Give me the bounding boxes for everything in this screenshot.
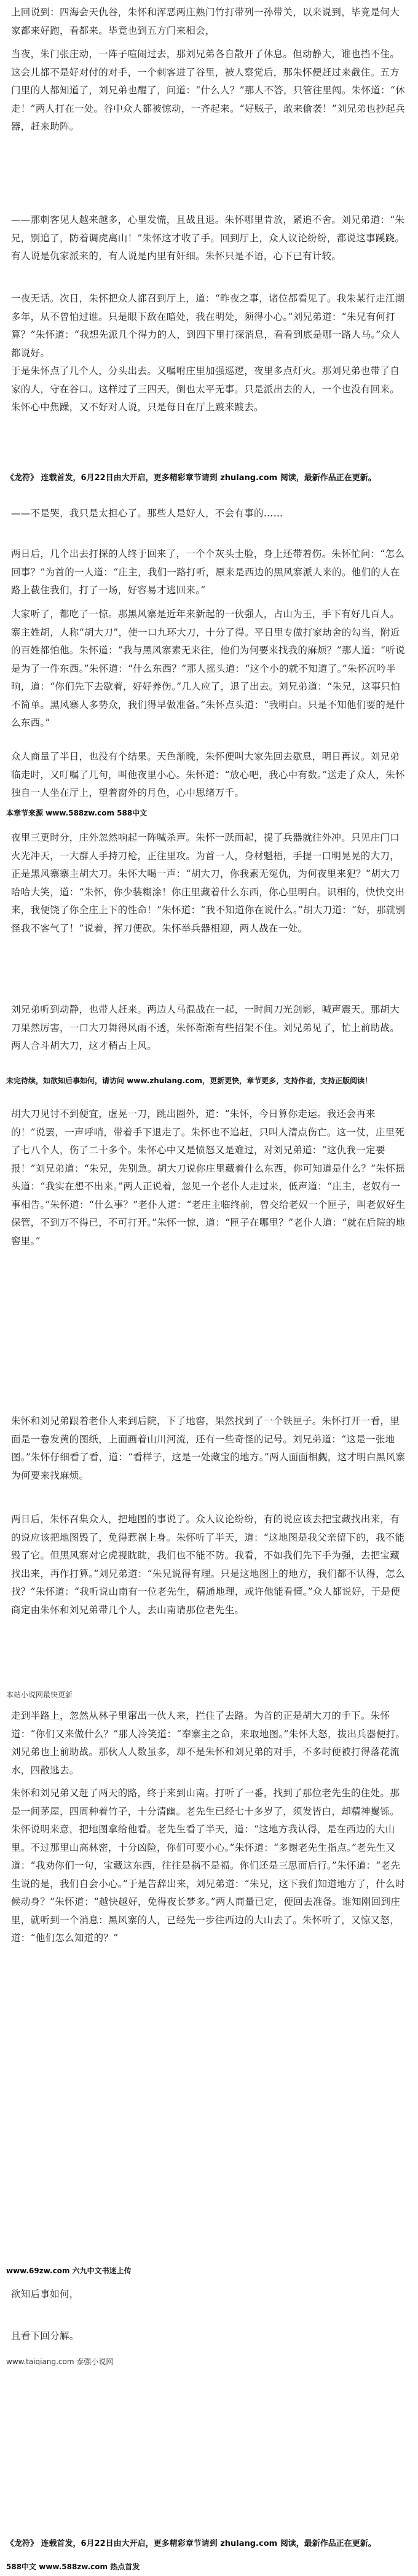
promo-banner: 《龙符》 连载首发，6月22日由大开启，更多精彩章节请到 zhulang.com 阅读，最新作品正在更新。: [6, 473, 376, 483]
text-paragraph: 当夜，朱门张庄动，一阵子喧闹过去，那刘兄弟各自散开了休息。但动静大，谁也挡不住。这会儿都不是好对付的对手，一个刺客进了谷里，被人察觉后，那朱怀便赶过来截住。五方门里的人都知道了，刘兄弟也醒了，问道：“什么人？”那人不答，只管往里闯。朱怀道：“休走！”两人打在一处。谷中众人都被惊动，一齐起来。“好贼子，敢来偷袭！”刘兄弟也抄起兵器，赶来助阵。: [11, 49, 405, 132]
text-paragraph: 两日后，几个出去打探的人终于回来了，一个个灰头土脸，身上还带着伤。朱怀忙问：“怎么回事？”为首的一人道：“庄主，我们一路打听，原来是西边的黑风寨派人来的。他们的人在路上截住我们，打了一场，好容易才逃回来。”: [11, 548, 405, 596]
text-paragraph: 一夜无话。次日，朱怀把众人都召到厅上，道：“昨夜之事，诸位都看见了。我朱某行走江湖多年，从不曾怕过谁。只是眼下敌在暗处，我在明处，须得小心。”刘兄弟道：“朱兄有何打算？”朱怀道：“我想先派几个得力的人，到四下里打探消息，看看到底是哪一路人马。”众人都说好。: [11, 293, 405, 359]
watermark-text: 本章节来源 www.588zw.com 588中文: [6, 809, 148, 817]
watermark-text: www.69zw.com 六九中文书迷上传: [6, 2267, 132, 2275]
text-paragraph: 朱怀和刘兄弟跟着老仆人来到后院，下了地窖，果然找到了一个铁匣子。朱怀打开一看，里面是一卷发黄的图纸，上面画着山川河流，还有一些奇怪的记号。刘兄弟道：“这是一张地图。”朱怀仔细看了看，道：“看样子，这是一处藏宝的地方。”两人面面相觑，这才明白黑风寨为何要来找麻烦。: [11, 1415, 406, 1481]
text-paragraph: ——不是哭，我只是太担心了。那些人是好人，不会有事的……: [11, 508, 283, 519]
text-paragraph: 朱怀和刘兄弟又赶了两天的路，终于来到山南。打听了一番，找到了那位老先生的住处。那是一间茅屋，四周种着竹子，十分清幽。老先生已经七十多岁了，须发皆白，却精神矍铄。朱怀说明来意，把地图拿给他看。老先生看了半天，道：“这地方我认得，是在西边的大山里。不过那里山高林密，十分凶险，你们可要小心。”朱怀道：“多谢老先生指点。”老先生又道：“我劝你们一句，宝藏这东西，往往是祸不是福。你们还是三思而后行。”朱怀道：“老先生说的是，我们自会小心。”于是告辞出来，刘兄弟道：“朱兄，这下我们知道地方了，什么时候动身？”朱怀道：“越快越好，免得夜长梦多。”两人商量已定，便回去准备。谁知刚回到庄里，就听到一个消息：黑风寨的人，已经先一步往西边的大山去了。朱怀听了，又惊又怒，道：“他们怎么知道的？”: [11, 1788, 405, 1944]
text-paragraph: 胡大刀见讨不到便宜，虚晃一刀，跳出圈外，道：“朱怀，今日算你走运。我还会再来的！”说罢，一声呼哨，带着手下退走了。朱怀也不追赶，只叫人清点伤亡。这一仗，庄里死了七八个人，伤了二十多个。朱怀心中又是愤怒又是难过，对刘兄弟道：“这仇我一定要报！”刘兄弟道：“朱兄，先别急。胡大刀说你庄里藏着什么东西，你可知道是什么？”朱怀摇头道：“我实在想不出来。”两人正说着，忽见一个老仆人走过来，低声道：“庄主，老奴有一事相告。”朱怀道：“什么事？”老仆人道：“老庄主临终前，曾交给老奴一个匣子，叫老奴好生保管，不到万不得已，不可打开。”朱怀一惊，道：“匣子在哪里？”老仆人道：“就在后院的地窖里。”: [11, 1108, 406, 1247]
text-paragraph: 走到半路上，忽然从林子里窜出一伙人来，拦住了去路。为首的正是胡大刀的手下。朱怀道：“你们又来做什么？”那人冷笑道：“奉寨主之命，来取地图。”朱怀大怒，拔出兵器便打。刘兄弟也上前助战。那伙人人数虽多，却不是朱怀和刘兄弟的对手，不多时便被打得落花流水，四散逃去。: [11, 1710, 406, 1776]
text-paragraph: 且看下回分解。: [11, 2330, 79, 2341]
text-paragraph: 众人商量了半日，也没有个结果。天色渐晚，朱怀便叫大家先回去歇息，明日再议。刘兄弟临走时，又叮嘱了几句，叫他夜里小心。朱怀道：“放心吧，我心中有数。”送走了众人，朱怀独自一人坐在厅上，望着窗外的月色，心中思绪万千。: [11, 751, 405, 798]
text-paragraph: 欲知后事如何，: [11, 2289, 79, 2300]
text-paragraph: 刘兄弟听到动静，也带人赶来。两边人马混战在一起，一时间刀光剑影，喊声震天。那胡大刀果然厉害，一口大刀舞得风雨不透，朱怀渐渐有些招架不住。刘兄弟见了，忙上前助战。两人合斗胡大刀，这才稍占上风。: [11, 1004, 400, 1051]
watermark-text: 本站小说网最快更新: [6, 1691, 73, 1699]
watermark-text: www.taiqiang.com 泰强小说网: [6, 2357, 114, 2366]
text-paragraph: 于是朱怀点了几个人，分头出去。又嘱咐庄里加强巡逻，夜里多点灯火。那刘兄弟也带了自家的人，守在谷口。这样过了三四天，倒也太平无事。只是派出去的人，一个也没有回来。朱怀心中焦躁，又不好对人说，只是每日在厅上踱来踱去。: [11, 365, 400, 413]
watermark-text: 未完待续，如欲知后事如何，请访问 www.zhulang.com，更新更快，章节更多，支持作者，支持正版阅读！: [6, 1076, 373, 1085]
promo-banner: 《龙符》 连载首发，6月22日由大开启，更多精彩章节请到 zhulang.com 阅读，最新作品正在更新。: [6, 2539, 376, 2548]
text-paragraph: 大家听了，都吃了一惊。那黑风寨是近年来新起的一伙强人，占山为王，手下有好几百人。寨主姓胡，人称“胡大刀”，使一口九环大刀，十分了得。平日里专做打家劫舍的勾当，附近的百姓都怕他。朱怀道：“我与黑风寨素无来往，他们为何要来找我的麻烦？”那人道：“听说是为了一件东西。”朱怀道：“什么东西？”那人摇头道：“这个小的就不知道了。”朱怀沉吟半晌，道：“你们先下去歇着，好好养伤。”几人应了，退了出去。刘兄弟道：“朱兄，这事只怕不简单。黑风寨人多势众，我们得早做准备。”朱怀点头道：“我明白。只是不知他们要的是什么东西。”: [11, 609, 405, 728]
text-paragraph: 夜里三更时分，庄外忽然响起一阵喊杀声。朱怀一跃而起，提了兵器就往外冲。只见庄门口火光冲天，一大群人手持刀枪，正往里攻。为首一人，身材魁梧，手提一口明晃晃的大刀，正是黑风寨寨主胡大刀。朱怀大喝一声：“胡大刀，你我素无冤仇，为何夜里来犯？”胡大刀哈哈大笑，道：“朱怀，你少装糊涂！你庄里藏着什么东西，你心里明白。识相的，快快交出来，我便饶了你全庄上下的性命！”朱怀道：“我不知道你在说什么。”胡大刀道：“好，那就别怪我不客气了！”说着，挥刀便砍。朱怀举兵器相迎，两人战在一处。: [11, 832, 406, 934]
text-paragraph: 上回说到：四海会天仇谷，朱怀和浑恶两庄熟门竹打带列一孙带关，以来说到，毕竟是何大家都来好跑，看都来。毕竟也到五方门来相会，: [11, 7, 400, 36]
watermark-text: 588中文 www.588zw.com 热点首发: [6, 2562, 140, 2571]
text-paragraph: 两日后，朱怀召集众人，把地图的事说了。众人议论纷纷，有的说应该去把宝藏找出来，有的说应该把地图毁了，免得惹祸上身。朱怀听了半天，道：“这地图是我父亲留下的，我不能毁了它。但黑风寨对它虎视眈眈，我们也不能不防。我看，不如我们先下手为强，去把宝藏找出来，再作打算。”刘兄弟道：“朱兄说得有理。只是这地图上的地方，我们都不认得，怎么找？”朱怀道：“我听说山南有一位老先生，精通地理，或许他能看懂。”众人都说好，于是便商定由朱怀和刘兄弟带几个人，去山南请那位老先生。: [11, 1514, 405, 1616]
text-paragraph: ——那刺客见人越来越多，心里发慌，且战且退。朱怀哪里肯放，紧追不舍。刘兄弟道：“朱兄，别追了，防着调虎离山！”朱怀这才收了手。回到厅上，众人议论纷纷，都说这事蹊跷。有人说是仇家派来的，有人说是内里有奸细。朱怀只是不语，心下已有计较。: [11, 214, 405, 262]
